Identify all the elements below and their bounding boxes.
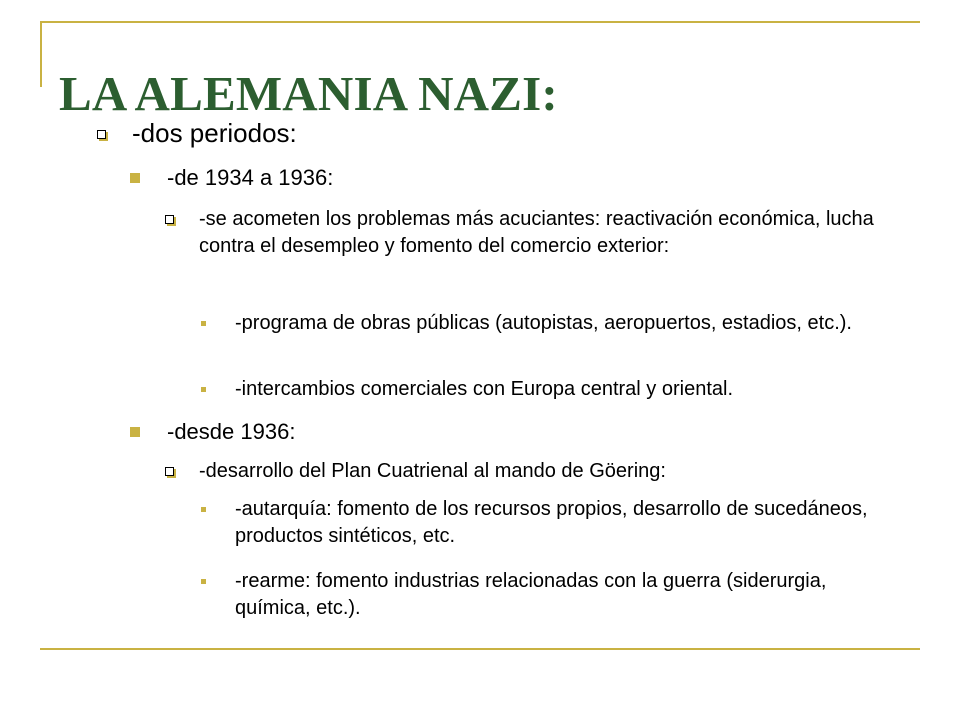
period-2-item	[167, 418, 907, 445]
period-1-item	[167, 164, 907, 191]
small-square-bullet-icon	[201, 387, 206, 392]
period-2-detail-2	[235, 568, 905, 622]
filled-square-bullet-icon	[130, 173, 140, 183]
period-1-detail-2	[235, 376, 905, 403]
slide-title: LA ALEMANIA NAZI:	[59, 65, 558, 121]
period-2-detail-2-text: -rearme: fomento industrias relacionadas con la guerra (siderurgia, química, etc.).	[235, 570, 827, 619]
small-square-bullet-icon	[201, 507, 206, 512]
period-2-detail-1	[235, 496, 905, 550]
filled-square-bullet-icon	[130, 427, 140, 437]
bottom-rule	[40, 648, 920, 650]
period-1-point	[199, 206, 899, 260]
top-rule	[40, 21, 920, 23]
hollow-square-bullet-icon	[165, 215, 174, 224]
period-1-detail-1	[235, 310, 905, 337]
period-2-point-text: -desarrollo del Plan Cuatrienal al mando de Göering:	[199, 460, 666, 482]
small-square-bullet-icon	[201, 321, 206, 326]
heading-text: -dos periodos:	[132, 118, 297, 148]
period-1-detail-1-text: -programa de obras públicas (autopistas, aeropuertos, estadios, etc.).	[235, 312, 852, 334]
period-2-point	[199, 458, 899, 485]
period-1-detail-2-text: -intercambios comerciales con Europa central y oriental.	[235, 378, 733, 400]
period-1-point-text: -se acometen los problemas más acuciantes: reactivación económica, lucha contra el desempleo y fomento del comercio exterior:	[199, 208, 874, 257]
period-2-detail-1-text: -autarquía: fomento de los recursos propios, desarrollo de sucedáneos, productos sintéticos, etc.	[235, 498, 868, 547]
heading-item	[132, 118, 912, 149]
period-2-label: -desde 1936:	[167, 419, 296, 444]
small-square-bullet-icon	[201, 579, 206, 584]
hollow-square-bullet-icon	[97, 130, 106, 139]
period-1-label: -de 1934 a 1936:	[167, 165, 334, 190]
hollow-square-bullet-icon	[165, 467, 174, 476]
left-rule	[40, 21, 42, 87]
